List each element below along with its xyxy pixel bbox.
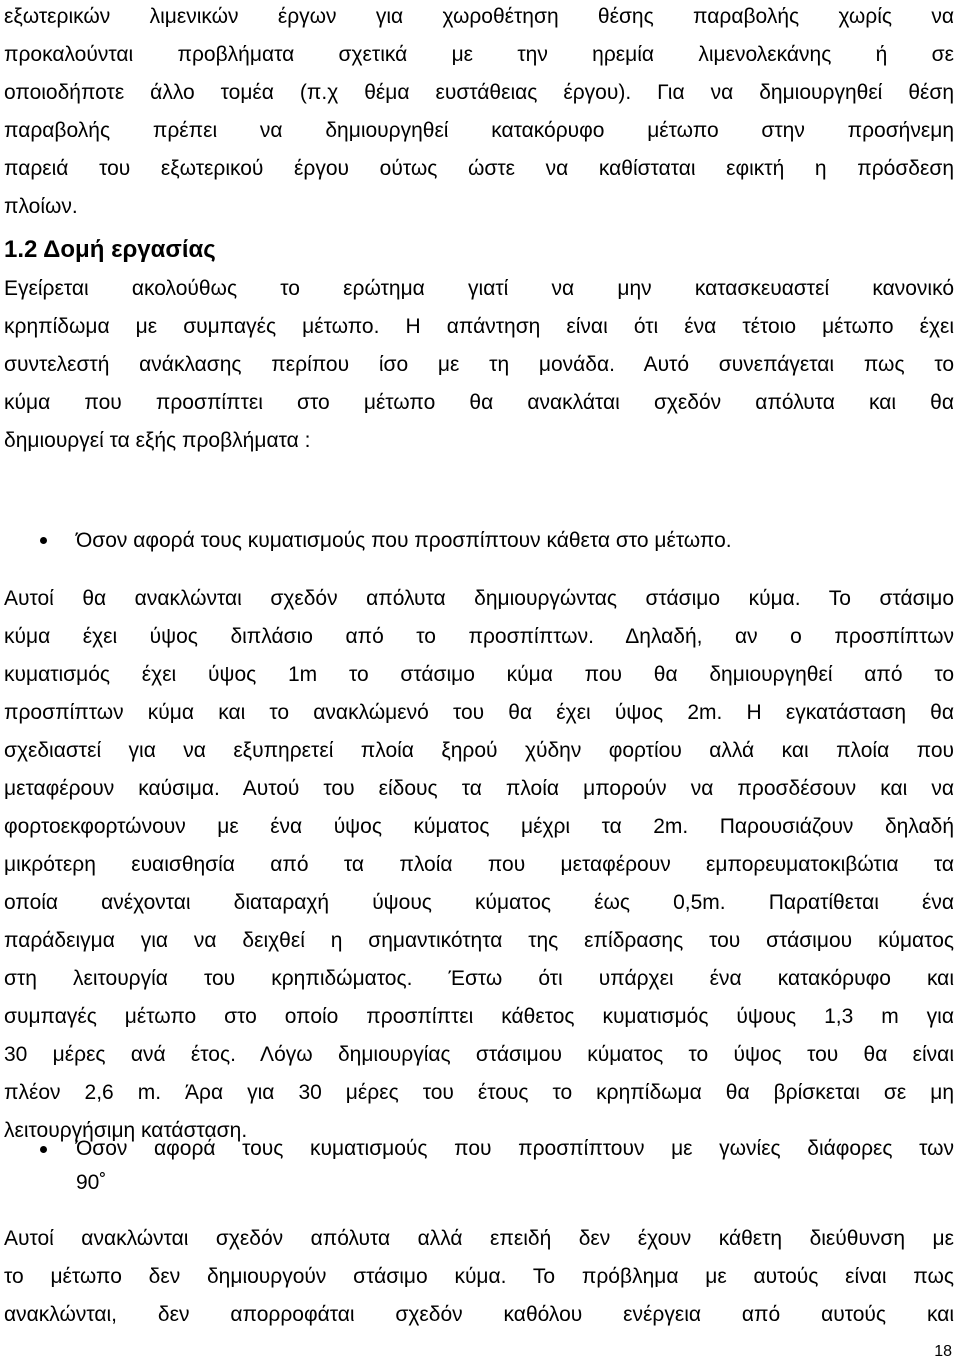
body-line: παράδειγμα για να δειχθεί η σημαντικότητα της επίδρασης του στάσιμου κύματος [4,929,954,952]
page-number: 18 [934,1343,952,1360]
bullet-item: Όσον αφορά τους κυματισμούς που προσπίπτουν με γωνίες διάφορες των [76,1137,954,1160]
section-line: δημιουργεί τα εξής προβλήματα : [4,429,311,452]
body-line: Αυτοί ανακλώνται σχεδόν απόλυτα αλλά επειδή δεν έχουν κάθετη διεύθυνση με [4,1227,954,1250]
bullet-item: Όσον αφορά τους κυματισμούς που προσπίπτουν κάθετα στο μέτωπο. [76,529,732,552]
body-line: κύμα έχει ύψος διπλάσιο από το προσπίπτων. Δηλαδή, αν ο προσπίπτων [4,625,954,648]
intro-line: οποιοδήποτε άλλο τομέα (π.χ θέμα ευστάθειας έργου). Για να δημιουργηθεί θέση [4,81,954,104]
body-line: 30 μέρες ανά έτος. Λόγω δημιουργίας στάσιμου κύματος το ύψος του θα είναι [4,1043,954,1066]
body-line: προσπίπτων κύμα και το ανακλώμενό του θα έχει ύψος 2m. Η εγκατάσταση θα [4,701,954,724]
body-line: το μέτωπο δεν δημιουργούν στάσιμο κύμα. Το πρόβλημα με αυτούς είναι πως [4,1265,954,1288]
intro-line: παρειά του εξωτερικού έργου ούτως ώστε να καθίσταται εφικτή η πρόσδεση [4,157,954,180]
bullet-icon [40,1146,47,1153]
intro-line: εξωτερικών λιμενικών έργων για χωροθέτηση θέσης παραβολής χωρίς να [4,5,954,28]
body-line: μεταφέρουν καύσιμα. Αυτού του είδους τα πλοία μπορούν να προσδέσουν και να [4,777,954,800]
intro-line: πλοίων. [4,195,78,218]
body-line: σχεδιαστεί για να εξυπηρετεί πλοία ξηρού χύδην φορτίου αλλά και πλοία που [4,739,954,762]
body-line: ανακλώνται, δεν απορροφάται σχεδόν καθόλου ενέργεια από αυτούς και [4,1303,954,1326]
intro-line: παραβολής πρέπει να δημιουργηθεί κατακόρυφο μέτωπο στην προσήνεμη [4,119,954,142]
section-heading: 1.2 Δομή εργασίας [4,236,216,263]
section-line: συντελεστή ανάκλασης περίπου ίσο με τη μονάδα. Αυτό συνεπάγεται πως το [4,353,954,376]
body-line: οποία ανέχονται διαταραχή ύψους κύματος έως 0,5m. Παρατίθεται ένα [4,891,954,914]
body-line: μικρότερη ευαισθησία από τα πλοία που μεταφέρουν εμπορευματοκιβώτια τα [4,853,954,876]
body-line: λειτουργήσιμη κατάσταση. [4,1119,248,1142]
section-line: κύμα που προσπίπτει στο μέτωπο θα ανακλάται σχεδόν απόλυτα και θα [4,391,954,414]
section-line: κρηπίδωμα με συμπαγές μέτωπο. Η απάντηση είναι ότι ένα τέτοιο μέτωπο έχει [4,315,954,338]
body-line: κυματισμός έχει ύψος 1m το στάσιμο κύμα που θα δημιουργηθεί από το [4,663,954,686]
intro-line: προκαλούνται προβλήματα σχετικά με την ηρεμία λιμενολεκάνης ή σε [4,43,954,66]
body-line: Αυτοί θα ανακλώνται σχεδόν απόλυτα δημιουργώντας στάσιμο κύμα. Το στάσιμο [4,587,954,610]
body-line: συμπαγές μέτωπο στο οποίο προσπίπτει κάθετος κυματισμός ύψους 1,3 m για [4,1005,954,1028]
section-line: Εγείρεται ακολούθως το ερώτημα γιατί να μην κατασκευαστεί κανονικό [4,277,954,300]
body-line: στη λειτουργία του κρηπιδώματος. Έστω ότι υπάρχει ένα κατακόρυφο και [4,967,954,990]
bullet-item-continuation: 90˚ [76,1171,107,1194]
body-line: φορτοεκφορτώνουν με ένα ύψος κύματος μέχρι τα 2m. Παρουσιάζουν δηλαδή [4,815,954,838]
bullet-icon [40,537,47,544]
body-line: πλέον 2,6 m. Άρα για 30 μέρες του έτους το κρηπίδωμα θα βρίσκεται σε μη [4,1081,954,1104]
